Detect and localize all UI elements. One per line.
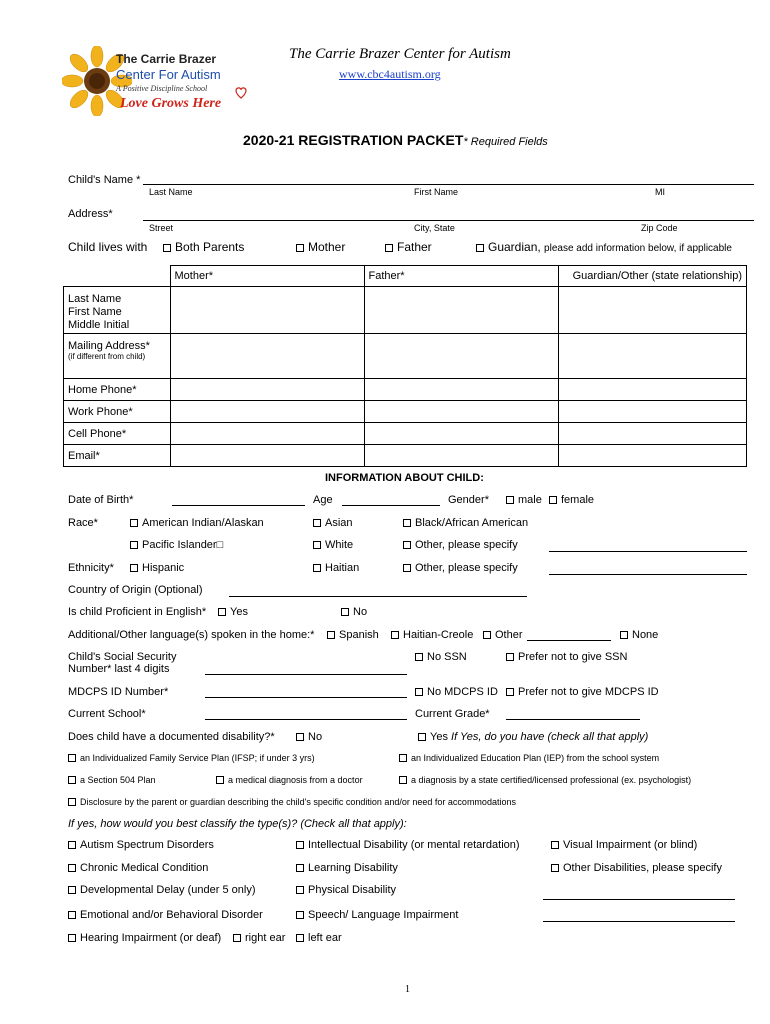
required-note: * Required Fields bbox=[463, 136, 548, 148]
checkbox-icon bbox=[163, 244, 171, 252]
grade-label: Current Grade* bbox=[415, 708, 490, 720]
checkbox-icon bbox=[476, 244, 484, 252]
mdcps-label: MDCPS ID Number* bbox=[68, 686, 169, 698]
father-cell-cell[interactable] bbox=[364, 423, 558, 445]
checkbox-icon bbox=[391, 631, 399, 639]
asd-option[interactable]: Autism Spectrum Disorders bbox=[68, 839, 214, 851]
checkbox-icon bbox=[296, 934, 304, 942]
checkbox-icon bbox=[218, 608, 226, 616]
row-name-label: Last Name First Name Middle Initial bbox=[64, 287, 171, 334]
dob-label: Date of Birth* bbox=[68, 494, 134, 506]
checkbox-icon bbox=[68, 798, 76, 806]
father-home-cell[interactable] bbox=[364, 379, 558, 401]
col-guardian: Guardian/Other (state relationship) bbox=[558, 266, 747, 287]
school-label: Current School* bbox=[68, 708, 146, 720]
checkbox-icon bbox=[296, 733, 304, 741]
father-name-cell[interactable] bbox=[364, 287, 558, 334]
checkbox-icon bbox=[415, 688, 423, 696]
address-field[interactable] bbox=[143, 220, 754, 221]
learning-option[interactable]: Learning Disability bbox=[296, 862, 398, 874]
disability-label: Does child have a documented disability?* bbox=[68, 731, 275, 743]
checkbox-icon bbox=[68, 934, 76, 942]
checkbox-icon bbox=[415, 653, 423, 661]
ssn-field[interactable] bbox=[205, 674, 407, 675]
creole-option[interactable]: Haitian-Creole bbox=[391, 629, 473, 641]
left-ear-option[interactable]: left ear bbox=[296, 932, 342, 944]
s504-option[interactable]: a Section 504 Plan bbox=[68, 775, 156, 785]
checkbox-icon bbox=[68, 776, 76, 784]
intellectual-option[interactable]: Intellectual Disability (or mental retardation) bbox=[296, 839, 520, 851]
title-main: 2020-21 REGISTRATION PACKET bbox=[243, 132, 464, 148]
disability-no-option[interactable]: No bbox=[296, 731, 322, 743]
other-dis-field-1[interactable] bbox=[543, 899, 735, 900]
guardian-mail-cell[interactable] bbox=[558, 334, 747, 379]
guardian-option[interactable]: Guardian, please add information below, if applicable bbox=[476, 240, 732, 254]
eth-hispanic-option[interactable]: Hispanic bbox=[130, 562, 184, 574]
checkbox-icon bbox=[399, 776, 407, 784]
row-email-label: Email* bbox=[64, 445, 171, 467]
ethnicity-label: Ethnicity* bbox=[68, 562, 114, 574]
row-work-label: Work Phone* bbox=[64, 401, 171, 423]
country-field[interactable] bbox=[229, 596, 527, 597]
disability-yes-option[interactable]: Yes If Yes, do you have (check all that apply) bbox=[418, 731, 648, 743]
checkbox-icon bbox=[551, 864, 559, 872]
male-option[interactable]: male bbox=[506, 494, 542, 506]
row-mail-label: Mailing Address* (if different from child) bbox=[64, 334, 171, 379]
checkbox-icon bbox=[296, 864, 304, 872]
mother-mail-cell[interactable] bbox=[170, 334, 364, 379]
gender-label: Gender* bbox=[448, 494, 489, 506]
checkbox-icon bbox=[506, 496, 514, 504]
checkbox-icon bbox=[216, 776, 224, 784]
female-option[interactable]: female bbox=[549, 494, 594, 506]
row-cell-label: Cell Phone* bbox=[64, 423, 171, 445]
race-ai-option[interactable]: American Indian/Alaskan bbox=[130, 517, 264, 529]
mother-home-cell[interactable] bbox=[170, 379, 364, 401]
logo-line-4: Love Grows Here bbox=[120, 96, 222, 111]
father-option[interactable]: Father bbox=[385, 240, 432, 254]
father-email-cell[interactable] bbox=[364, 445, 558, 467]
guardian-note: please add information below, if applicable bbox=[544, 243, 732, 254]
checkbox-icon bbox=[296, 244, 304, 252]
both-parents-option[interactable]: Both Parents bbox=[163, 240, 244, 254]
checkbox-icon bbox=[68, 911, 76, 919]
guardian-home-cell[interactable] bbox=[558, 379, 747, 401]
none-option[interactable]: None bbox=[620, 629, 658, 641]
ssn-label-2: Number* last 4 digits bbox=[68, 663, 170, 675]
checkbox-icon bbox=[403, 564, 411, 572]
col-father: Father* bbox=[364, 266, 558, 287]
guardian-name-cell[interactable] bbox=[558, 287, 747, 334]
country-label: Country of Origin (Optional) bbox=[68, 584, 203, 596]
checkbox-icon bbox=[385, 244, 393, 252]
father-work-cell[interactable] bbox=[364, 401, 558, 423]
checkbox-icon bbox=[130, 541, 138, 549]
chronic-option[interactable]: Chronic Medical Condition bbox=[68, 862, 208, 874]
checkbox-icon bbox=[130, 519, 138, 527]
website-link[interactable]: www.cbc4autism.org bbox=[339, 67, 441, 81]
other-lang-option[interactable]: Other bbox=[483, 629, 523, 641]
checkbox-icon bbox=[399, 754, 407, 762]
hearing-option[interactable]: Hearing Impairment (or deaf) bbox=[68, 932, 221, 944]
dev-delay-option[interactable]: Developmental Delay (under 5 only) bbox=[68, 884, 255, 896]
iep-option[interactable]: an Individualized Education Plan (IEP) from the school system bbox=[399, 753, 659, 763]
physical-option[interactable]: Physical Disability bbox=[296, 884, 396, 896]
lives-with-label: Child lives with bbox=[68, 240, 148, 254]
race-pi-option[interactable]: Pacific Islander□ bbox=[130, 539, 223, 551]
checkbox-icon bbox=[313, 541, 321, 549]
other-lang-label: Additional/Other language(s) spoken in the home:* bbox=[68, 629, 315, 641]
checkbox-icon bbox=[68, 841, 76, 849]
other-dis-option[interactable]: Other Disabilities, please specify bbox=[551, 862, 722, 874]
page-number: 1 bbox=[405, 984, 410, 995]
checkbox-icon bbox=[403, 519, 411, 527]
other-lang-field[interactable] bbox=[527, 640, 611, 641]
english-label: Is child Proficient in English* bbox=[68, 606, 207, 618]
parent-info-table bbox=[63, 265, 747, 467]
first-name-caption: First Name bbox=[414, 187, 459, 197]
checkbox-icon bbox=[620, 631, 628, 639]
age-label: Age bbox=[313, 494, 333, 506]
last-name-caption: Last Name bbox=[149, 187, 193, 197]
mdcps-field[interactable] bbox=[205, 697, 407, 698]
race-white-option[interactable]: White bbox=[313, 539, 353, 551]
guardian-email-cell[interactable] bbox=[558, 445, 747, 467]
english-yes-option[interactable]: Yes bbox=[218, 606, 248, 618]
checkbox-icon bbox=[68, 864, 76, 872]
checkbox-icon bbox=[341, 608, 349, 616]
ifsp-option[interactable]: an Individualized Family Service Plan (IFSP; if under 3 yrs) bbox=[68, 753, 315, 763]
prefer-ssn-option[interactable]: Prefer not to give SSN bbox=[506, 651, 627, 663]
zip-caption: Zip Code bbox=[641, 223, 678, 233]
logo-line-3: A Positive Discipline School bbox=[116, 84, 208, 93]
prefer-mdcps-option[interactable]: Prefer not to give MDCPS ID bbox=[506, 686, 659, 698]
city-caption: City, State bbox=[414, 223, 455, 233]
race-other-field[interactable] bbox=[549, 551, 747, 552]
childs-name-field[interactable] bbox=[143, 184, 754, 185]
race-label: Race* bbox=[68, 517, 98, 529]
mother-name-cell[interactable] bbox=[170, 287, 364, 334]
checkbox-icon bbox=[549, 496, 557, 504]
guardian-work-cell[interactable] bbox=[558, 401, 747, 423]
eth-other-field[interactable] bbox=[549, 574, 747, 575]
school-field[interactable] bbox=[205, 719, 407, 720]
medical-dx-option[interactable]: a medical diagnosis from a doctor bbox=[216, 775, 363, 785]
eth-haitian-option[interactable]: Haitian bbox=[313, 562, 359, 574]
checkbox-icon bbox=[483, 631, 491, 639]
race-black-option[interactable]: Black/African American bbox=[403, 517, 528, 529]
page-title bbox=[243, 132, 548, 148]
logo-line-1: The Carrie Brazer bbox=[116, 52, 217, 66]
other-dis-field-2[interactable] bbox=[543, 921, 735, 922]
race-asian-option[interactable]: Asian bbox=[313, 517, 353, 529]
checkbox-icon bbox=[296, 886, 304, 894]
visual-option[interactable]: Visual Impairment (or blind) bbox=[551, 839, 697, 851]
mother-email-cell[interactable] bbox=[170, 445, 364, 467]
english-no-option[interactable]: No bbox=[341, 606, 367, 618]
checkbox-icon bbox=[313, 519, 321, 527]
heart-icon bbox=[234, 86, 248, 100]
mi-caption: MI bbox=[655, 187, 665, 197]
guardian-cell-cell[interactable] bbox=[558, 423, 747, 445]
disclosure-option[interactable]: Disclosure by the parent or guardian describing the child's specific condition and/or need for accommodations bbox=[68, 797, 516, 807]
checkbox-icon bbox=[68, 754, 76, 762]
father-mail-cell[interactable] bbox=[364, 334, 558, 379]
org-title: The Carrie Brazer Center for Autism bbox=[289, 46, 511, 62]
checkbox-icon bbox=[506, 653, 514, 661]
state-dx-option[interactable]: a diagnosis by a state certified/licensed professional (ex. psychologist) bbox=[399, 775, 691, 785]
logo bbox=[62, 46, 247, 118]
mother-cell-cell[interactable] bbox=[170, 423, 364, 445]
childs-name-label: Child's Name * bbox=[68, 174, 141, 186]
checkbox-icon bbox=[403, 541, 411, 549]
grade-field[interactable] bbox=[506, 719, 640, 720]
speech-option[interactable]: Speech/ Language Impairment bbox=[296, 909, 458, 921]
race-other-option[interactable]: Other, please specify bbox=[403, 539, 518, 551]
checkbox-icon bbox=[296, 841, 304, 849]
logo-line-2: Center For Autism bbox=[116, 67, 221, 82]
checkbox-icon bbox=[327, 631, 335, 639]
info-heading: INFORMATION ABOUT CHILD: bbox=[325, 472, 484, 484]
emotional-option[interactable]: Emotional and/or Behavioral Disorder bbox=[68, 909, 263, 921]
no-mdcps-option[interactable]: No MDCPS ID bbox=[415, 686, 498, 698]
checkbox-icon bbox=[551, 841, 559, 849]
street-caption: Street bbox=[149, 223, 174, 233]
checkbox-icon bbox=[506, 688, 514, 696]
address-label: Address* bbox=[68, 208, 113, 220]
checkbox-icon bbox=[130, 564, 138, 572]
mother-work-cell[interactable] bbox=[170, 401, 364, 423]
dob-field[interactable] bbox=[172, 505, 305, 506]
no-ssn-option[interactable]: No SSN bbox=[415, 651, 467, 663]
col-mother: Mother* bbox=[170, 266, 364, 287]
mother-option[interactable]: Mother bbox=[296, 240, 345, 254]
eth-other-option[interactable]: Other, please specify bbox=[403, 562, 518, 574]
row-home-label: Home Phone* bbox=[64, 379, 171, 401]
checkbox-icon bbox=[68, 886, 76, 894]
checkbox-icon bbox=[233, 934, 241, 942]
spanish-option[interactable]: Spanish bbox=[327, 629, 379, 641]
checkbox-icon bbox=[418, 733, 426, 741]
checkbox-icon bbox=[296, 911, 304, 919]
age-field[interactable] bbox=[342, 505, 440, 506]
ssn-label-1: Child's Social Security bbox=[68, 651, 177, 663]
right-ear-option[interactable]: right ear bbox=[233, 932, 285, 944]
disability-yes-note: If Yes, do you have (check all that apply) bbox=[451, 731, 649, 743]
checkbox-icon bbox=[313, 564, 321, 572]
classify-label: If yes, how would you best classify the type(s)? (Check all that apply): bbox=[68, 818, 407, 830]
